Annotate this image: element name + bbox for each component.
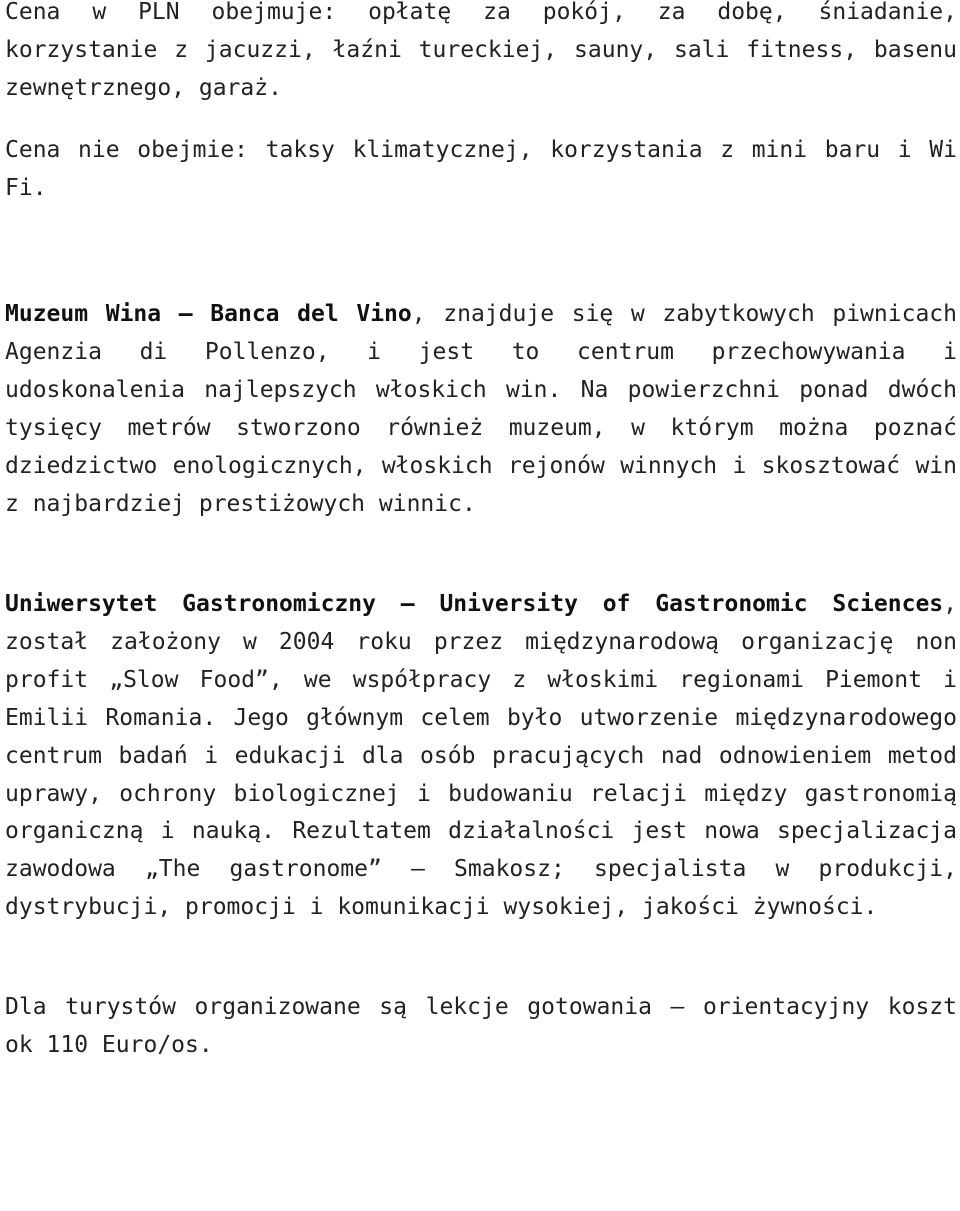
university-paragraph [5, 586, 957, 927]
wine-museum-paragraph [5, 296, 957, 523]
price-includes-paragraph: Cena w PLN obejmuje: opłatę za pokój, za dobę, śniadanie, korzystanie z jacuzzi, łaźni tureckiej, sauny, sali fitness, basenu zewnętrznego, garaż. [5, 0, 957, 101]
university-text: , został założony w 2004 roku przez międzynarodową organizację non profit „Slow Food”, we współpracy z włoskimi regionami Piemont i Emilii Romania. Jego głównym celem było utworzenie międzynarodowego centrum badań i edukacji dla osób pracujących nad odnowieniem metod uprawy, ochrony biologicznej i budowaniu relacji między gastronomią organiczną i nauką. Rezultatem działalności jest nowa specjalizacja zawodowa „The gastronome” – Smakosz; specjalista w produkcji, dystrybucji, promocji i komunikacji wysokiej, jakości żywności. [5, 591, 957, 921]
price-excludes-paragraph: Cena nie obejmie: taksy klimatycznej, korzystania z mini baru i Wi Fi. [5, 137, 957, 201]
wine-museum-title: Muzeum Wina – Banca del Vino [5, 301, 412, 327]
cooking-lessons-paragraph: Dla turystów organizowane są lekcje gotowania – orientacyjny koszt ok 110 Euro/os. [5, 994, 957, 1058]
university-title: Uniwersytet Gastronomiczny – University of Gastronomic Sciences [5, 591, 944, 617]
wine-museum-text: , znajduje się w zabytkowych piwnicach Agenzia di Pollenzo, i jest to centrum przechowywania i udoskonalenia najlepszych włoskich win. Na powierzchni ponad dwóch tysięcy metrów stworzono również muzeum, w którym można poznać dziedzictwo enologicznych, włoskich rejonów winnych i skosztować win z najbardziej prestiżowych winnic. [5, 301, 957, 517]
